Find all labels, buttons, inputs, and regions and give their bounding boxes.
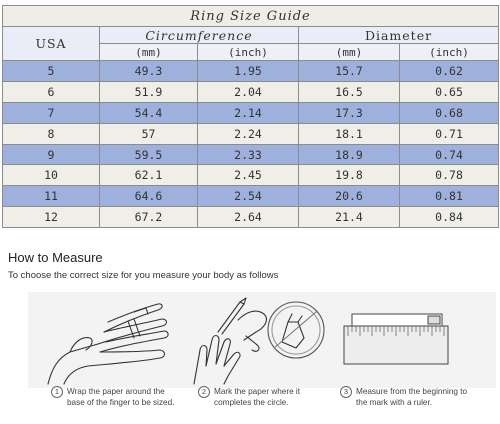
- dia-mm-cell: 18.9: [299, 144, 400, 165]
- usa-size-cell: 5: [3, 61, 100, 82]
- unit-header-dia-inch: (inch): [400, 44, 499, 61]
- circ-mm-cell: 64.6: [100, 186, 198, 207]
- table-row: [3, 186, 499, 207]
- table-row: [3, 165, 499, 186]
- circ-mm-cell: 59.5: [100, 144, 198, 165]
- dia-mm-cell: 21.4: [299, 207, 400, 228]
- diameter-column-header: Diameter: [299, 27, 499, 44]
- circ-inch-cell: 2.14: [198, 102, 299, 123]
- table-row: [3, 123, 499, 144]
- circ-mm-cell: 67.2: [100, 207, 198, 228]
- dia-inch-cell: 0.84: [400, 207, 499, 228]
- dia-mm-cell: 20.6: [299, 186, 400, 207]
- step-1-text-line1: Wrap the paper around the: [67, 387, 165, 396]
- table-row: [3, 102, 499, 123]
- dia-inch-cell: 0.65: [400, 81, 499, 102]
- table-row: [3, 144, 499, 165]
- dia-inch-cell: 0.68: [400, 102, 499, 123]
- circ-mm-cell: 51.9: [100, 81, 198, 102]
- dia-inch-cell: 0.81: [400, 186, 499, 207]
- hand-mark-icon: [184, 292, 342, 388]
- circ-inch-cell: 2.33: [198, 144, 299, 165]
- circ-inch-cell: 2.54: [198, 186, 299, 207]
- circ-inch-cell: 2.64: [198, 207, 299, 228]
- table-row: [3, 207, 499, 228]
- unit-header-dia-mm: (mm): [299, 44, 400, 61]
- step-1-number: 1: [51, 386, 63, 398]
- circ-inch-cell: 1.95: [198, 61, 299, 82]
- step-2-number: 2: [198, 386, 210, 398]
- dia-mm-cell: 16.5: [299, 81, 400, 102]
- circ-inch-cell: 2.24: [198, 123, 299, 144]
- usa-size-cell: 11: [3, 186, 100, 207]
- dia-inch-cell: 0.62: [400, 61, 499, 82]
- dia-mm-cell: 19.8: [299, 165, 400, 186]
- usa-size-cell: 8: [3, 123, 100, 144]
- usa-size-cell: 10: [3, 165, 100, 186]
- how-to-measure-title: How to Measure: [8, 250, 103, 265]
- unit-header-circ-inch: (inch): [198, 44, 299, 61]
- step-1-text-line2: base of the finger to be sized.: [67, 398, 175, 407]
- circumference-column-header: Circumference: [100, 27, 299, 44]
- table-row: [3, 61, 499, 82]
- step-3-text-line2: the mark with a ruler.: [356, 398, 432, 407]
- dia-mm-cell: 17.3: [299, 102, 400, 123]
- dia-mm-cell: 18.1: [299, 123, 400, 144]
- dia-mm-cell: 15.7: [299, 61, 400, 82]
- circ-mm-cell: 62.1: [100, 165, 198, 186]
- dia-inch-cell: 0.78: [400, 165, 499, 186]
- usa-size-cell: 6: [3, 81, 100, 102]
- usa-column-header: USA: [3, 27, 100, 61]
- circ-inch-cell: 2.45: [198, 165, 299, 186]
- step-1-caption: [51, 386, 174, 408]
- ruler-icon: [338, 292, 496, 388]
- table-row: [3, 81, 499, 102]
- circ-inch-cell: 2.04: [198, 81, 299, 102]
- circ-mm-cell: 54.4: [100, 102, 198, 123]
- step-3-number: 3: [340, 386, 352, 398]
- dia-inch-cell: 0.71: [400, 123, 499, 144]
- table-title: Ring Size Guide: [3, 6, 499, 27]
- usa-size-cell: 12: [3, 207, 100, 228]
- step-3-text-line1: Measure from the beginning to: [356, 387, 468, 396]
- hand-wrap-icon: [28, 292, 186, 388]
- usa-size-cell: 9: [3, 144, 100, 165]
- unit-header-circ-mm: (mm): [100, 44, 198, 61]
- usa-size-cell: 7: [3, 102, 100, 123]
- circ-mm-cell: 57: [100, 123, 198, 144]
- circ-mm-cell: 49.3: [100, 61, 198, 82]
- step-2-text-line1: Mark the paper where it: [214, 387, 301, 396]
- how-to-measure-subtitle: To choose the correct size for you measure your body as follows: [8, 270, 279, 281]
- step-2-caption: [198, 386, 300, 408]
- ring-size-table: [2, 5, 499, 228]
- step-2-text-line2: completes the circle.: [214, 398, 289, 407]
- step-3-caption: [340, 386, 467, 408]
- dia-inch-cell: 0.74: [400, 144, 499, 165]
